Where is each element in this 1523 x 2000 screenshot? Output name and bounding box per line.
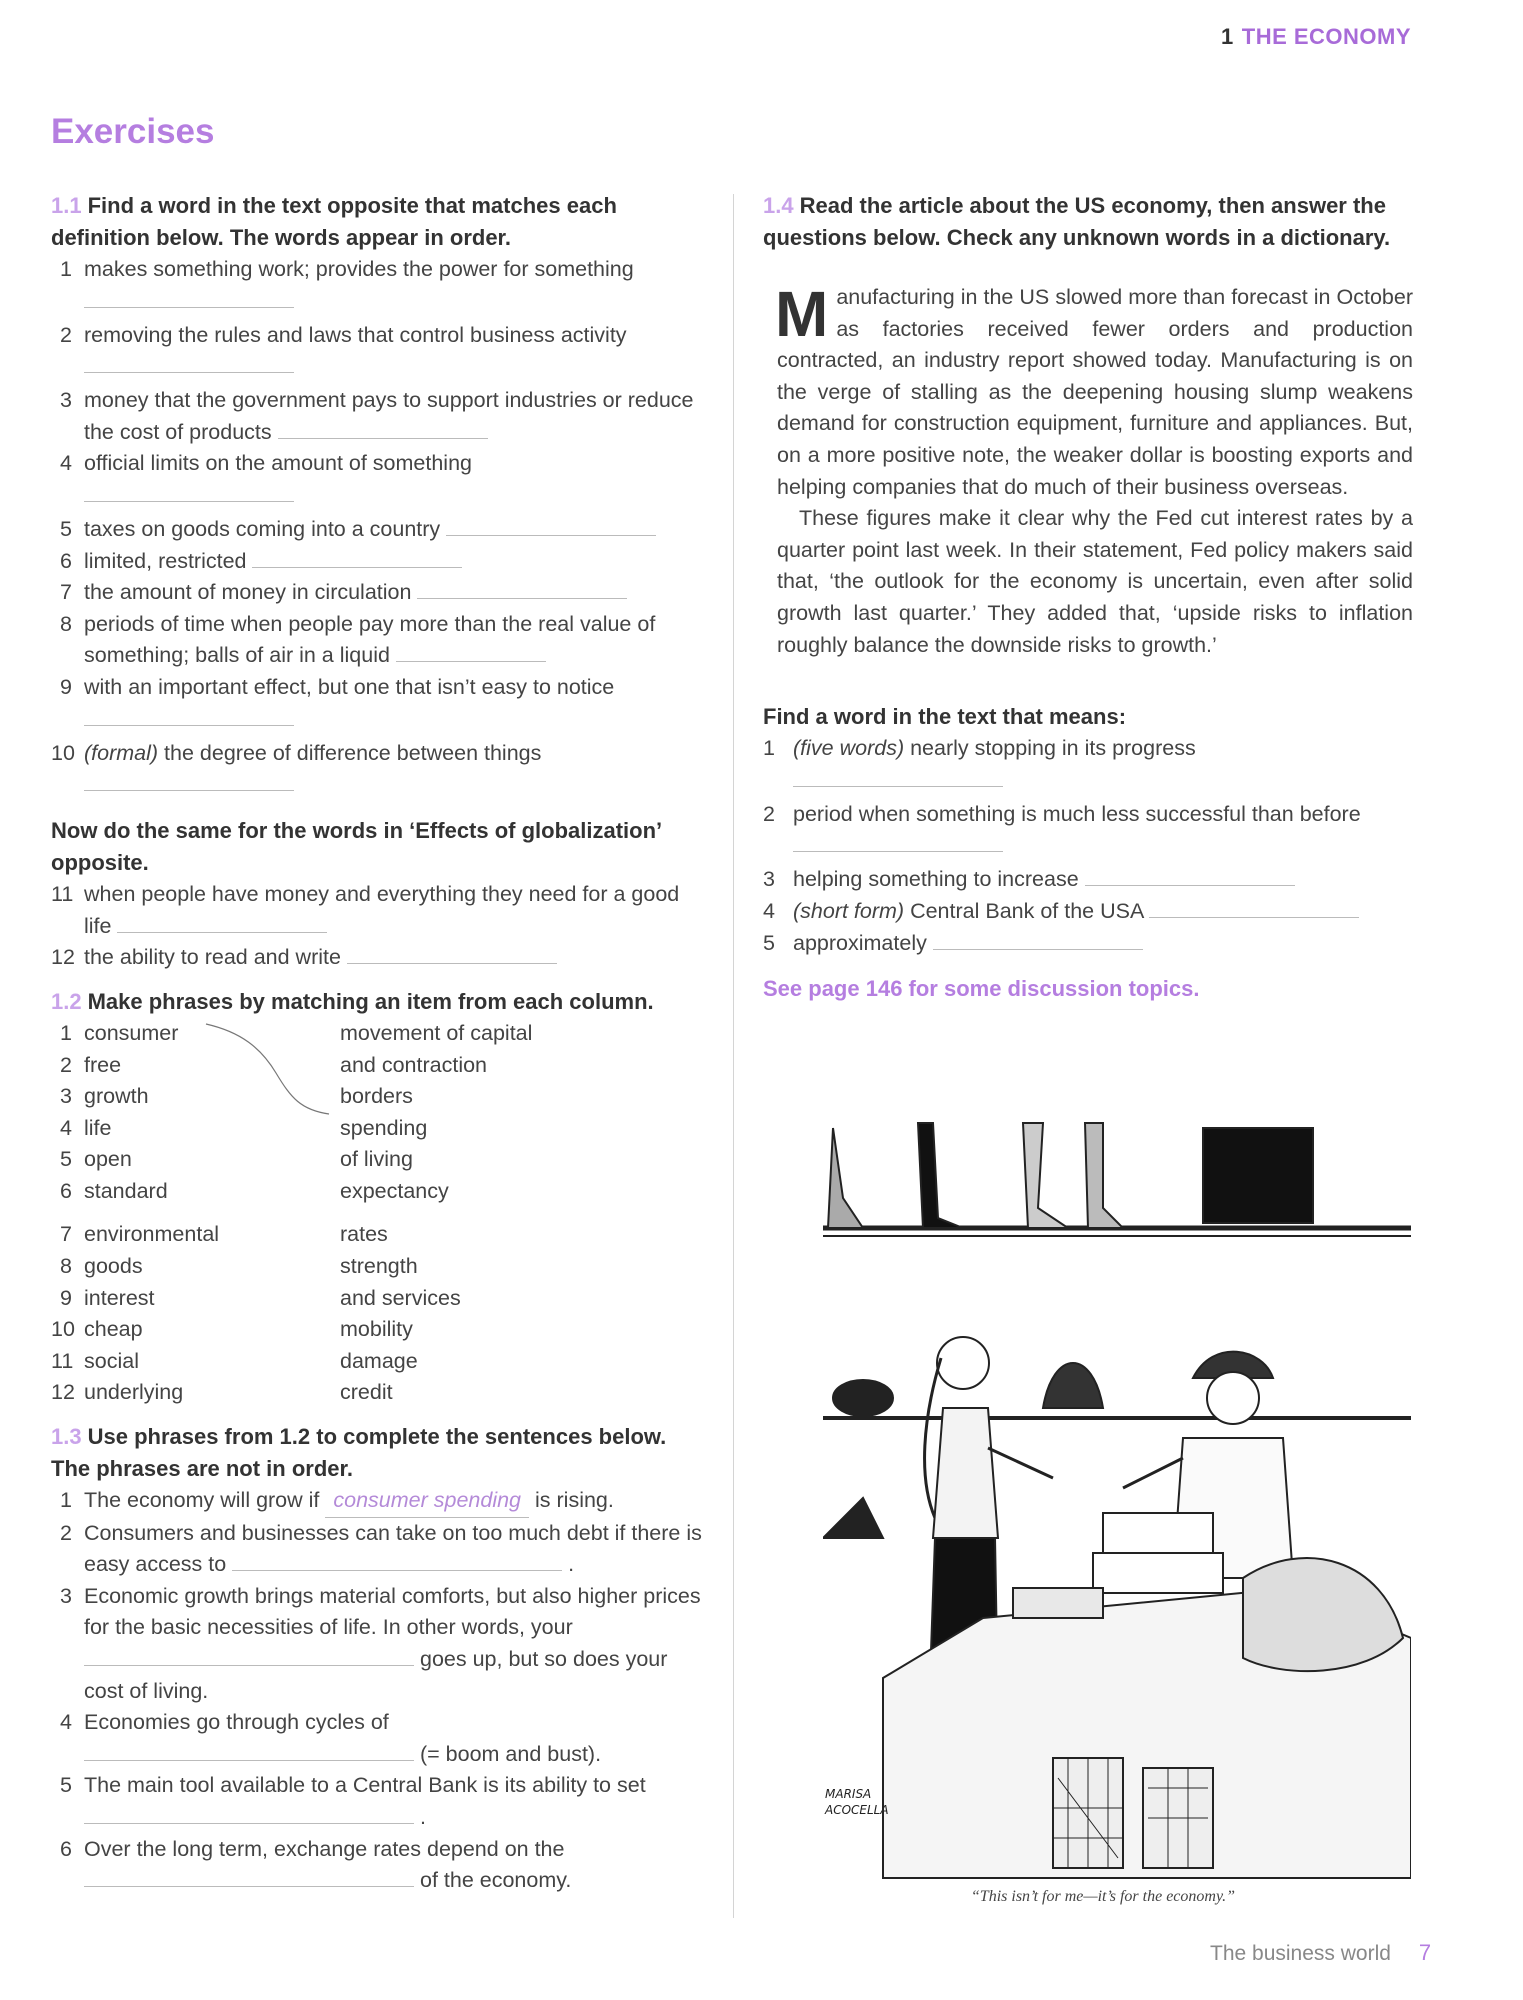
list-item: 1 makes something work; provides the power for something (51, 254, 711, 320)
list-item: 11 when people have money and everything they need for a good life (51, 882, 680, 938)
answer-blank[interactable] (793, 832, 1003, 852)
answer-blank[interactable] (84, 482, 294, 502)
list-item: 5 approximately (763, 928, 1413, 960)
list-item: 6 limited, restricted (51, 546, 711, 578)
table-row: 1 consumer movement of capital (60, 1020, 533, 1045)
answer-blank[interactable] (396, 642, 546, 662)
list-item: 2 Consumers and businesses can take on too much debt if there is easy access to . (60, 1520, 702, 1577)
list-item: 1 (five words) nearly stopping in its progress (763, 733, 1413, 799)
list-item: 10 (formal) the degree of difference between things (51, 738, 711, 804)
table-row: 12 underlying credit (51, 1380, 393, 1405)
table-row: 11 social damage (51, 1348, 418, 1373)
drop-cap: M (775, 278, 829, 350)
list-item: 9 with an important effect, but one that isn’t easy to notice (51, 672, 711, 738)
right-column (763, 190, 1413, 1005)
list-item: 3 money that the government pays to support industries or reduce the cost of products (60, 388, 694, 444)
answer-blank[interactable] (84, 771, 294, 791)
matching-table (51, 1018, 711, 1409)
table-row: 9 interest and services (60, 1285, 461, 1310)
exercise-1-3-heading: 1.3 Use phrases from 1.2 to complete the sentences below. The phrases are not in order. (51, 1424, 667, 1482)
chapter-title: THE ECONOMY (1241, 24, 1412, 49)
article-paragraph: These figures make it clear why the Fed cut interest rates by a quarter point last week. In their statement, Fed policy makers said that, ‘the outlook for the economy is uncertain, even after solid growth last quarter.’ They added that, ‘upside risks to inflation roughly balance the downside risks to growth.’ (777, 506, 1413, 657)
list-item: 2 period when something is much less successful than before (763, 799, 1413, 865)
discussion-note: See page 146 for some discussion topics. (763, 976, 1200, 1002)
left-column (51, 190, 711, 1897)
page-number: 7 (1418, 1940, 1432, 1965)
table-row: 8 goods strength (60, 1254, 418, 1279)
list-item: 7 the amount of money in circulation (51, 577, 711, 609)
exercise-1-4-heading: 1.4 Read the article about the US economy, then answer the questions below. Check any unknown words in a dictionary. (763, 193, 1391, 250)
answer-blank[interactable] (84, 1804, 414, 1824)
answer-blank[interactable] (84, 353, 294, 373)
example-answer: consumer spending (325, 1485, 529, 1518)
list-item: 5 taxes on goods coming into a country (51, 514, 711, 546)
answer-blank[interactable] (446, 516, 656, 536)
table-row: 3 growth borders (60, 1084, 413, 1109)
answer-blank[interactable] (84, 1867, 414, 1887)
answer-blank[interactable] (117, 913, 327, 933)
list-item: 4 (short form) Central Bank of the USA (763, 896, 1413, 928)
answer-blank[interactable] (232, 1551, 562, 1571)
list-item: 3 Economic growth brings material comforts, but also higher prices for the basic necessities of life. In other words, your goes up, but so does your cost of living. (60, 1583, 701, 1703)
cartoon-illustration (823, 1118, 1411, 1898)
answer-blank[interactable] (347, 944, 557, 964)
column-divider (733, 194, 734, 1918)
list-item: 8 periods of time when people pay more than the real value of something; balls of air in a liquid (60, 611, 656, 668)
answer-blank[interactable] (278, 419, 488, 439)
table-row: 7 environmental rates (60, 1222, 388, 1247)
answer-blank[interactable] (84, 1646, 414, 1666)
chapter-header (1221, 24, 1411, 50)
answer-blank[interactable] (793, 767, 1003, 787)
list-item: 6 Over the long term, exchange rates depend on the of the economy. (60, 1836, 572, 1893)
table-row: 2 free and contraction (60, 1052, 488, 1077)
exercise-1-1b-heading: Now do the same for the words in ‘Effects of globalization’ opposite. (51, 818, 661, 876)
answer-blank[interactable] (84, 1741, 414, 1761)
cartoon-caption: “This isn’t for me—it’s for the economy.” (970, 1888, 1236, 1905)
answer-blank[interactable] (1149, 898, 1359, 918)
list-item: 4 Economies go through cycles of (= boom and bust). (60, 1710, 602, 1766)
list-item: 3 helping something to increase (763, 864, 1413, 896)
chapter-number: 1 (1221, 24, 1234, 49)
article: Manufacturing in the US slowed more than forecast in October as factories received fewer orders and production contracted, an industry report showed today. Manufacturing is on the verge of stalling as the deepening housing slump weakens demand for construction equipment, furniture and appliances. But, on a more positive note, the weaker dollar is boosting exports and helping companies that do much of their business overseas. These figures make it clear why the Fed cut interest rates by a quarter point last week. In their statement, Fed policy makers said that, ‘the outlook for the economy is uncertain, even after solid growth last quarter.’ They added that, ‘upside risks to inflation roughly balance the downside risks to growth.’ (763, 282, 1413, 661)
find-heading: Find a word in the text that means: (763, 704, 1127, 730)
answer-blank[interactable] (84, 706, 294, 726)
answer-blank[interactable] (84, 288, 294, 308)
page-footer (1210, 1940, 1431, 1966)
answer-blank[interactable] (417, 579, 627, 599)
cartoon-signature-2: ACOCELLA (825, 1803, 889, 1817)
answer-blank[interactable] (252, 548, 462, 568)
page-title: Exercises (51, 112, 215, 151)
list-item: 12 the ability to read and write (51, 942, 711, 974)
list-item: 4 official limits on the amount of something (51, 448, 711, 514)
footer-text: The business world (1210, 1942, 1391, 1965)
list-item: 1 The economy will grow if consumer spending is rising. (51, 1485, 711, 1518)
answer-blank[interactable] (933, 930, 1143, 950)
list-item: 2 removing the rules and laws that control business activity (51, 320, 711, 386)
table-row: 4 life spending (60, 1115, 428, 1140)
exercise-1-2-heading: 1.2 Make phrases by matching an item from each column. (51, 988, 654, 1014)
cartoon-signature-1: MARISA (825, 1787, 872, 1801)
table-row: 10 cheap mobility (51, 1317, 413, 1342)
exercise-1-1-heading: 1.1 Find a word in the text opposite that matches each definition below. The words appear in order. (51, 193, 617, 250)
list-item: 5 The main tool available to a Central Bank is its ability to set . (60, 1773, 646, 1829)
answer-blank[interactable] (1085, 866, 1295, 886)
table-row: 6 standard expectancy (60, 1178, 449, 1203)
table-row: 5 open of living (60, 1147, 413, 1172)
